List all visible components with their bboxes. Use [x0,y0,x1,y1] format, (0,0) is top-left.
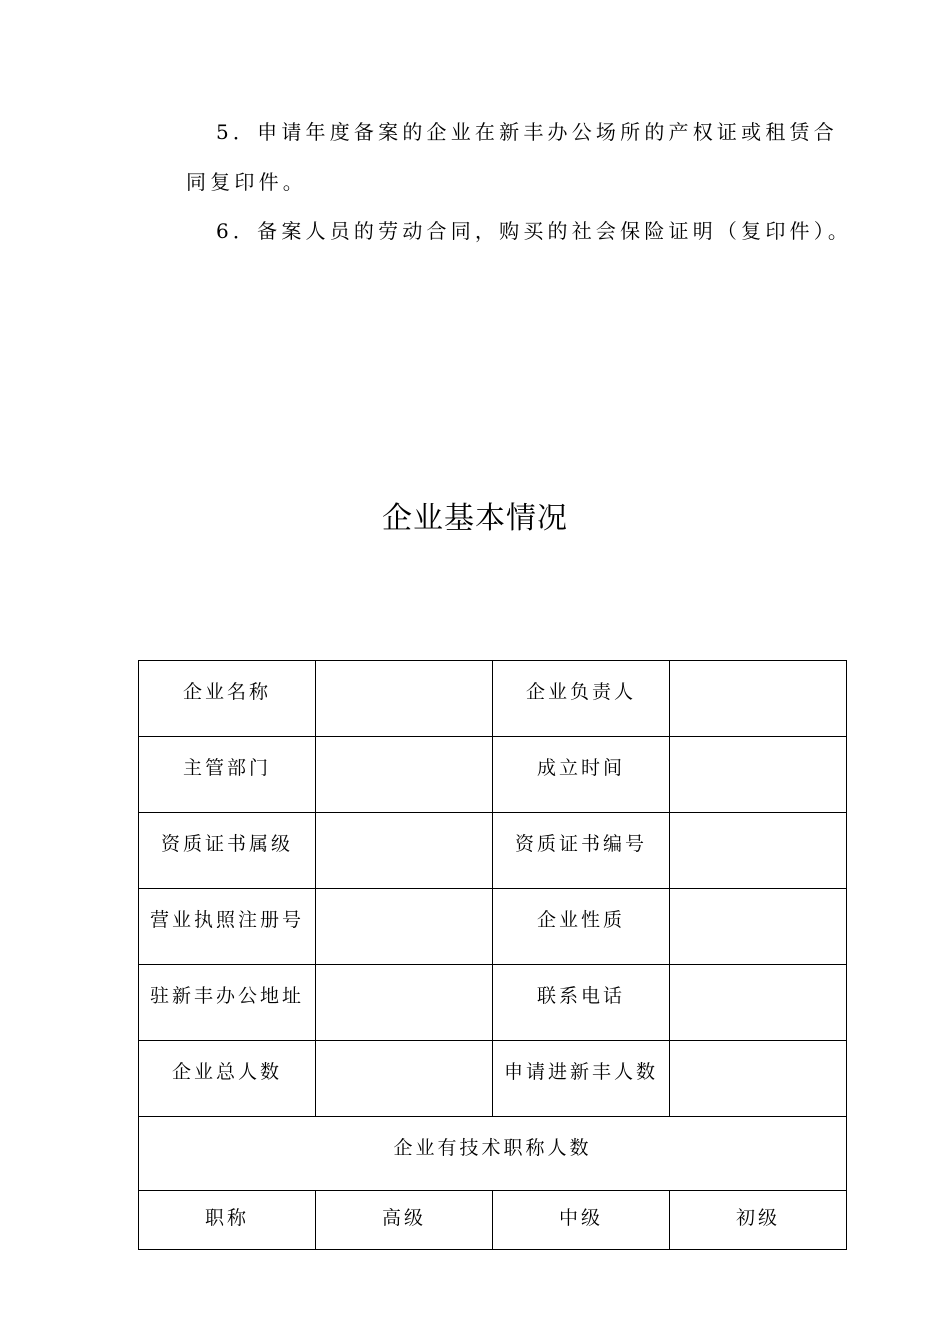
row-value-cell[interactable] [670,889,847,965]
table-row [139,1117,847,1191]
row-label-cell: 成立时间 [493,737,670,813]
row-value-cell[interactable] [670,661,847,737]
paragraph-item-5: 5．申请年度备案的企业在新丰办公场所的产权证或租赁合同复印件。 [186,120,838,194]
row-label-cell: 资质证书编号 [493,813,670,889]
table-row [139,1041,847,1117]
row-label-cell: 企业负责人 [493,661,670,737]
row-value-cell[interactable] [316,661,493,737]
row-label-cell: 联系电话 [493,965,670,1041]
row-label-cell: 驻新丰办公地址 [139,965,316,1041]
row-value-cell[interactable] [670,737,847,813]
row-label-cell: 营业执照注册号 [139,889,316,965]
page-title: 企业基本情况 [382,501,568,536]
table-row [139,661,847,737]
table-row [139,1191,847,1250]
table-row [139,965,847,1041]
row-value-cell[interactable] [316,965,493,1041]
row-value-cell[interactable] [316,889,493,965]
row-value-cell[interactable] [316,813,493,889]
paragraph-item-6: 6．备案人员的劳动合同，购买的社会保险证明（复印件）。 [216,219,853,243]
row-label-cell: 企业性质 [493,889,670,965]
row-value-cell[interactable] [670,1041,847,1117]
enterprise-info-table [138,660,847,1250]
row-label-cell: 资质证书属级 [139,813,316,889]
table-row [139,813,847,889]
row-value-cell[interactable] [316,1041,493,1117]
intermediate-title-cell: 中级 [493,1191,670,1250]
junior-title-cell: 初级 [670,1191,847,1250]
section-header-cell: 企业有技术职称人数 [139,1117,847,1191]
row-label-cell: 主管部门 [139,737,316,813]
row-label-cell: 企业名称 [139,661,316,737]
row-label-cell: 申请进新丰人数 [493,1041,670,1117]
row-value-cell[interactable] [670,813,847,889]
row-value-cell[interactable] [670,965,847,1041]
title-label-cell: 职称 [139,1191,316,1250]
row-value-cell[interactable] [316,737,493,813]
senior-title-cell: 高级 [316,1191,493,1250]
table-row [139,737,847,813]
row-label-cell: 企业总人数 [139,1041,316,1117]
table-row [139,889,847,965]
